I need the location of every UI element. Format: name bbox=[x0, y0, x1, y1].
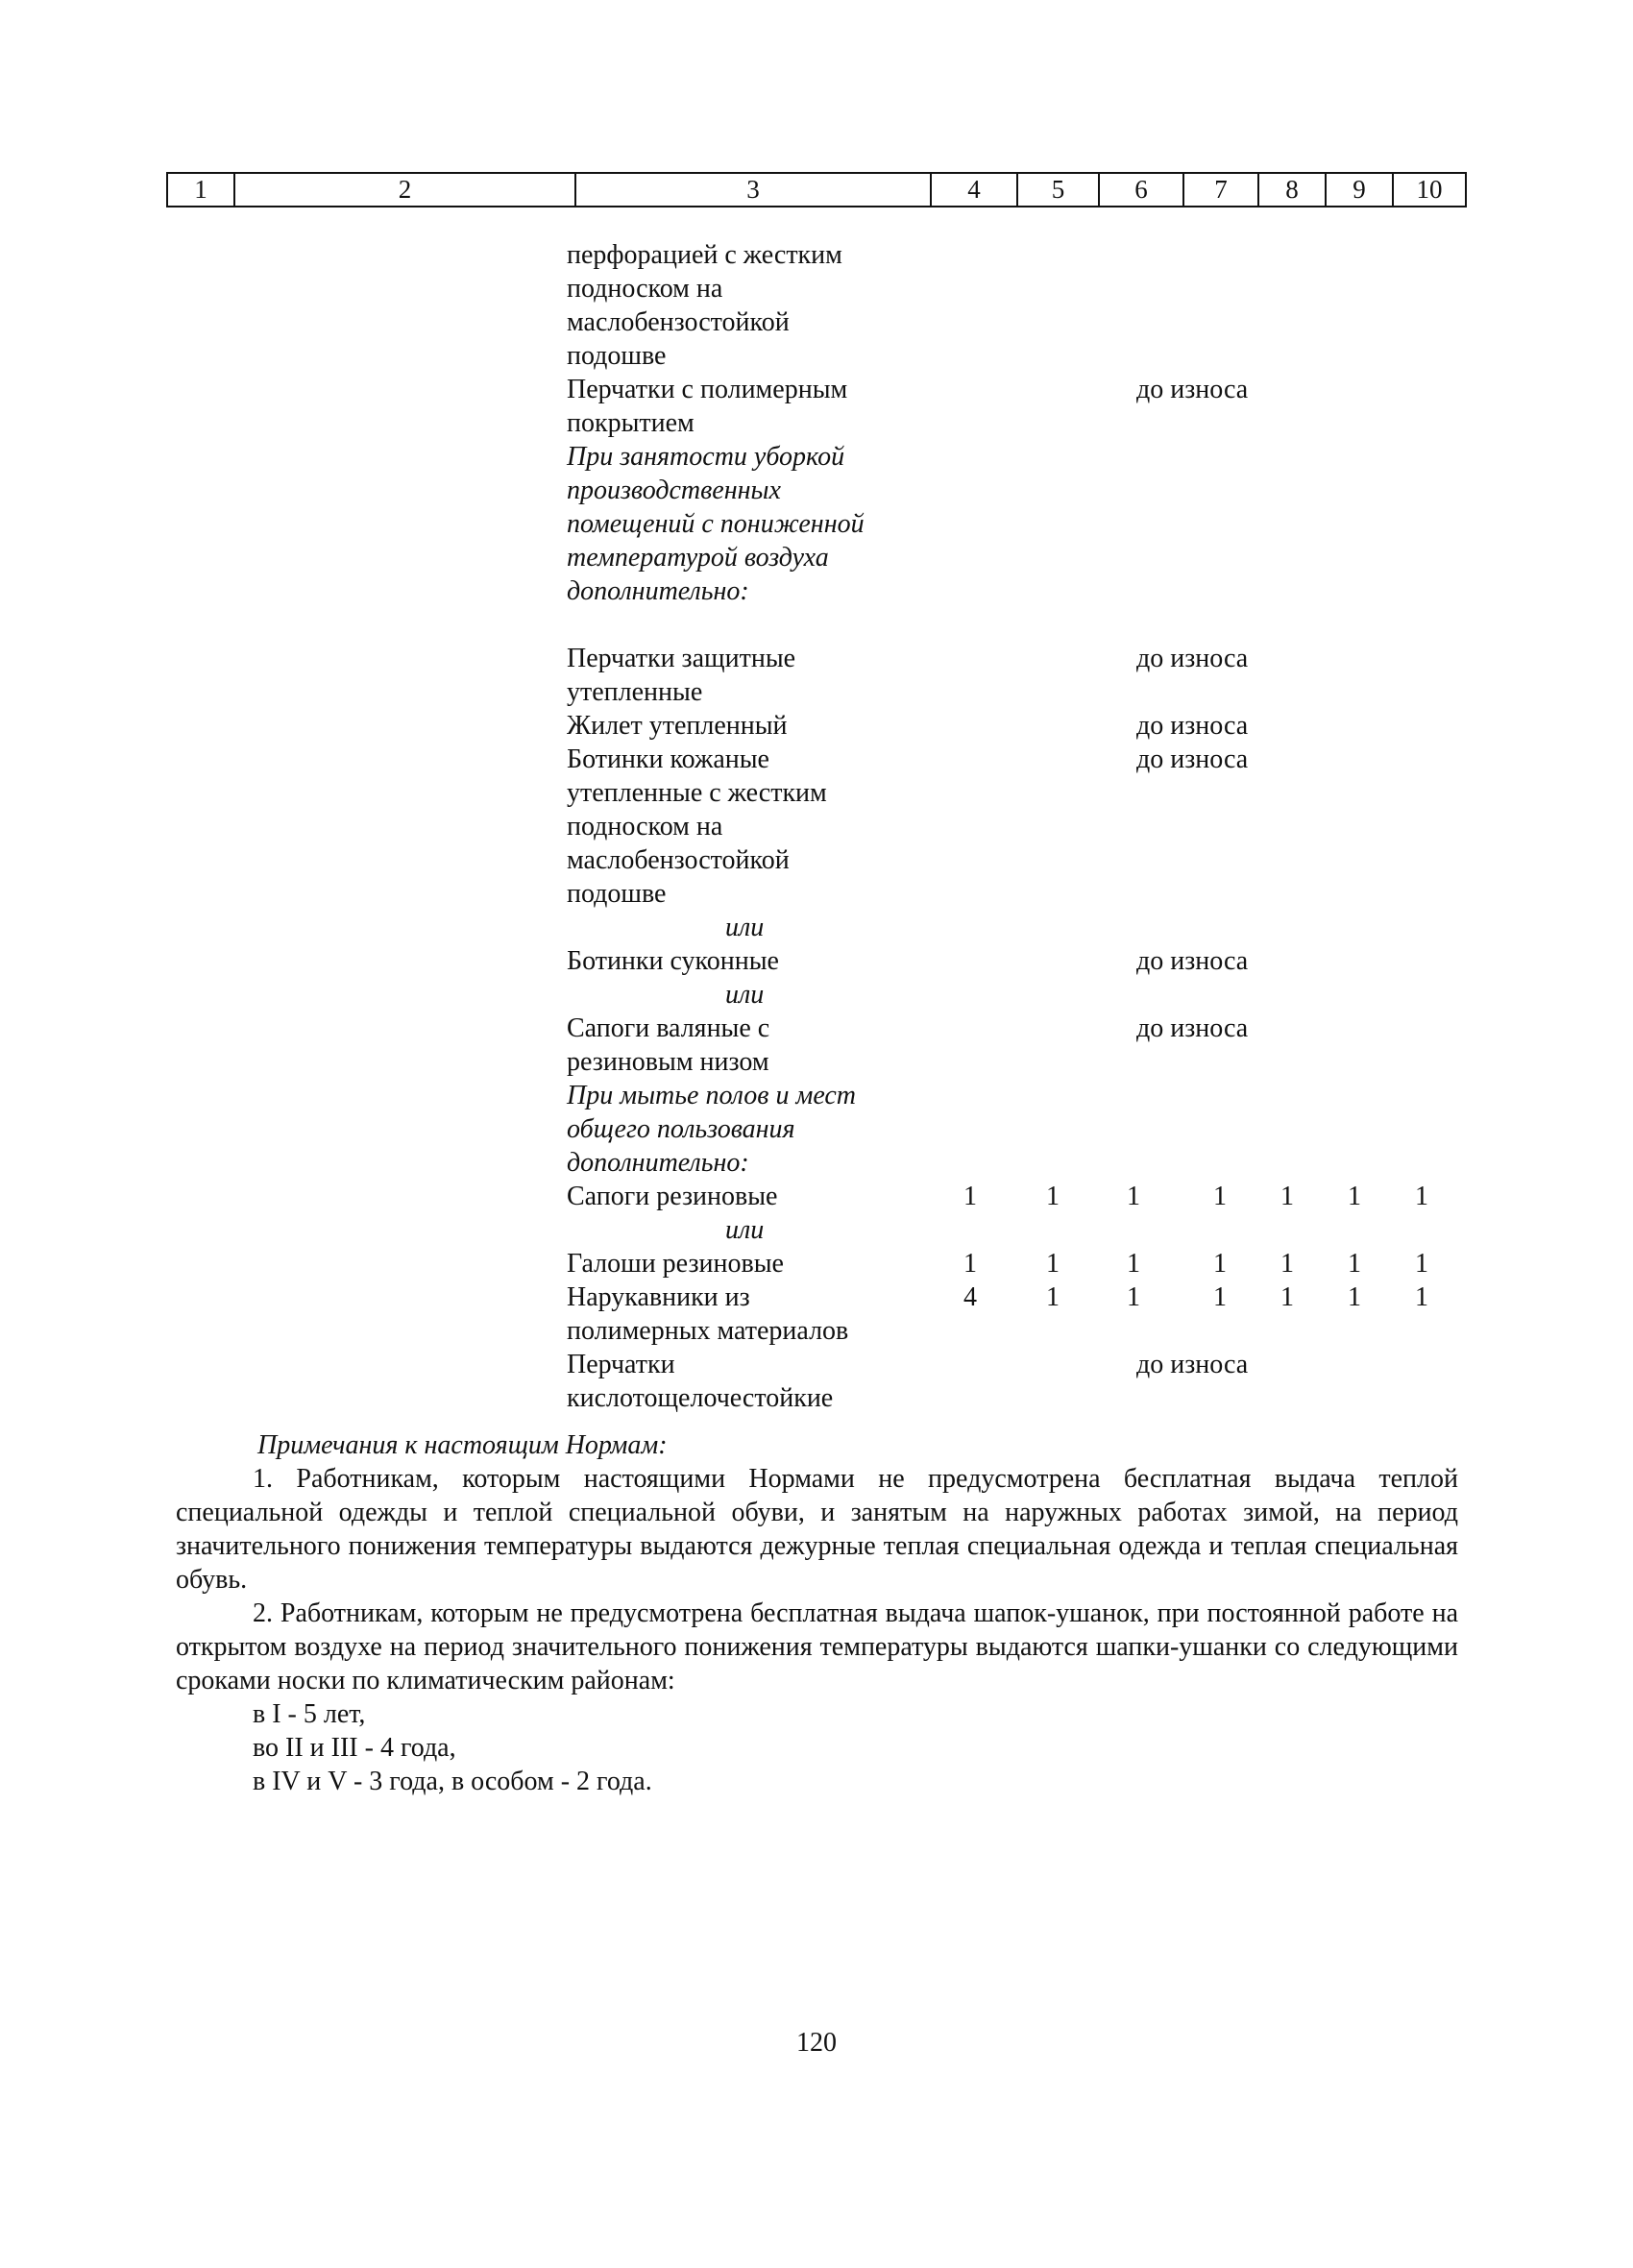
table-row bbox=[0, 373, 1633, 406]
table-row bbox=[0, 1045, 1633, 1079]
item-name: При мытье полов и мест bbox=[567, 1081, 857, 1110]
item-name: дополнительно: bbox=[567, 576, 749, 606]
quantity-cell: 4 bbox=[963, 1282, 977, 1312]
item-name: Сапоги резиновые bbox=[567, 1182, 778, 1211]
quantity-cell: 1 bbox=[1415, 1282, 1428, 1312]
table-row bbox=[0, 1012, 1633, 1045]
column-header-1: 1 bbox=[167, 173, 234, 207]
item-name: подошве bbox=[567, 341, 667, 371]
table-row bbox=[0, 1112, 1633, 1146]
quantity-cell: 1 bbox=[1127, 1182, 1140, 1211]
table-row bbox=[0, 642, 1633, 675]
wear-norm: до износа bbox=[1136, 644, 1249, 673]
table-row bbox=[0, 1146, 1633, 1180]
table-row bbox=[0, 776, 1633, 810]
table-row bbox=[0, 474, 1633, 507]
item-name: производственных bbox=[567, 476, 781, 505]
item-name: маслобензостойкой bbox=[567, 845, 790, 875]
note-paragraph-1: 1. Работникам, которым настоящими Нормами не предусмотрена бесплатная выдача теплой специальной одежды и теплой специальной обуви, и занятым на наружных работах зимой, на период значительного понижения температуры выдаются дежурные теплая специальная одежда и теплая специальная обувь. bbox=[176, 1464, 1458, 1595]
column-header-8: 8 bbox=[1258, 173, 1326, 207]
quantity-cell: 1 bbox=[1348, 1249, 1361, 1279]
table-row bbox=[0, 911, 1633, 944]
notes-title: Примечания к настоящим Нормам: bbox=[257, 1430, 668, 1460]
column-header-7: 7 bbox=[1183, 173, 1258, 207]
quantity-cell: 1 bbox=[1213, 1182, 1227, 1211]
table-row bbox=[0, 305, 1633, 339]
wear-norm: до износа bbox=[1136, 375, 1249, 404]
item-name: Перчатки bbox=[567, 1350, 675, 1379]
table-row bbox=[0, 238, 1633, 272]
quantity-cell: 1 bbox=[963, 1249, 977, 1279]
quantity-cell: 1 bbox=[1415, 1249, 1428, 1279]
table-row bbox=[0, 272, 1633, 305]
column-header-row bbox=[167, 173, 1466, 207]
quantity-cell: 1 bbox=[1046, 1249, 1060, 1279]
norms-table-body bbox=[0, 238, 1633, 1415]
quantity-cell: 1 bbox=[1280, 1282, 1294, 1312]
item-name: резиновым низом bbox=[567, 1047, 769, 1077]
table-row bbox=[0, 1180, 1633, 1213]
item-name: или bbox=[725, 980, 765, 1010]
quantity-cell: 1 bbox=[1127, 1282, 1140, 1312]
item-name: При занятости уборкой bbox=[567, 442, 845, 472]
table-row bbox=[0, 675, 1633, 709]
table-row bbox=[0, 541, 1633, 574]
item-name: Перчатки защитные bbox=[567, 644, 796, 673]
column-header-6: 6 bbox=[1099, 173, 1183, 207]
note-paragraph-2: 2. Работникам, которым не предусмотрена бесплатная выдача шапок-ушанок, при постоянной работе на открытом воздухе на период значительного понижения температуры выдаются шапки-ушанки со следующими сроками носки по климатическим районам: bbox=[176, 1598, 1458, 1695]
wear-norm: до износа bbox=[1136, 1013, 1249, 1043]
item-name: подноском на bbox=[567, 274, 723, 304]
column-header-table bbox=[166, 172, 1467, 207]
row-spacer bbox=[0, 608, 1633, 642]
item-name: кислотощелочестойкие bbox=[567, 1383, 834, 1413]
table-row bbox=[0, 1247, 1633, 1280]
item-name: Перчатки с полимерным bbox=[567, 375, 848, 404]
table-row bbox=[0, 1079, 1633, 1112]
item-name: дополнительно: bbox=[567, 1148, 749, 1178]
column-header-3: 3 bbox=[575, 173, 931, 207]
wear-norm: до износа bbox=[1136, 946, 1249, 976]
item-name: перфорацией с жестким bbox=[567, 240, 842, 270]
quantity-cell: 1 bbox=[1280, 1249, 1294, 1279]
quantity-cell: 1 bbox=[1415, 1182, 1428, 1211]
table-row bbox=[0, 574, 1633, 608]
item-name: Сапоги валяные с bbox=[567, 1013, 770, 1043]
item-name: подошве bbox=[567, 879, 667, 909]
note-line-2: во II и III - 4 года, bbox=[253, 1733, 456, 1763]
table-row bbox=[0, 1213, 1633, 1247]
item-name: Галоши резиновые bbox=[567, 1249, 784, 1279]
note-line-3: в IV и V - 3 года, в особом - 2 года. bbox=[253, 1767, 652, 1796]
table-row bbox=[0, 944, 1633, 978]
item-name: или bbox=[725, 1215, 765, 1245]
table-row bbox=[0, 440, 1633, 474]
wear-norm: до износа bbox=[1136, 744, 1249, 774]
item-name: утепленные с жестким bbox=[567, 778, 827, 808]
column-header-9: 9 bbox=[1326, 173, 1393, 207]
item-name: Жилет утепленный bbox=[567, 711, 788, 741]
quantity-cell: 1 bbox=[1213, 1282, 1227, 1312]
item-name: общего пользования bbox=[567, 1114, 795, 1144]
item-name: температурой воздуха bbox=[567, 543, 829, 573]
column-header-10: 10 bbox=[1393, 173, 1466, 207]
column-header-2: 2 bbox=[234, 173, 575, 207]
table-row bbox=[0, 709, 1633, 743]
table-row bbox=[0, 743, 1633, 776]
wear-norm: до износа bbox=[1136, 1350, 1249, 1379]
table-row bbox=[0, 1381, 1633, 1415]
quantity-cell: 1 bbox=[1127, 1249, 1140, 1279]
table-row bbox=[0, 843, 1633, 877]
quantity-cell: 1 bbox=[1213, 1249, 1227, 1279]
item-name: покрытием bbox=[567, 408, 695, 438]
column-header-5: 5 bbox=[1017, 173, 1099, 207]
note-line-1: в I - 5 лет, bbox=[253, 1699, 366, 1729]
column-header-4: 4 bbox=[931, 173, 1017, 207]
item-name: подноском на bbox=[567, 812, 723, 841]
item-name: полимерных материалов bbox=[567, 1316, 849, 1346]
item-name: утепленные bbox=[567, 677, 703, 707]
table-row bbox=[0, 877, 1633, 911]
quantity-cell: 1 bbox=[1046, 1282, 1060, 1312]
table-row bbox=[0, 406, 1633, 440]
quantity-cell: 1 bbox=[1046, 1182, 1060, 1211]
page-number: 120 bbox=[796, 2028, 837, 2058]
quantity-cell: 1 bbox=[963, 1182, 977, 1211]
table-row bbox=[0, 507, 1633, 541]
quantity-cell: 1 bbox=[1348, 1182, 1361, 1211]
item-name: Ботинки суконные bbox=[567, 946, 779, 976]
table-row bbox=[0, 978, 1633, 1012]
table-row bbox=[0, 1280, 1633, 1314]
quantity-cell: 1 bbox=[1280, 1182, 1294, 1211]
notes-section bbox=[176, 1428, 1458, 1798]
table-row bbox=[0, 1348, 1633, 1381]
item-name: Ботинки кожаные bbox=[567, 744, 769, 774]
item-name: маслобензостойкой bbox=[567, 307, 790, 337]
table-row bbox=[0, 1314, 1633, 1348]
item-name: или bbox=[725, 913, 765, 942]
item-name: помещений с пониженной bbox=[567, 509, 865, 539]
item-name: Нарукавники из bbox=[567, 1282, 750, 1312]
table-row bbox=[0, 339, 1633, 373]
quantity-cell: 1 bbox=[1348, 1282, 1361, 1312]
table-row bbox=[0, 810, 1633, 843]
wear-norm: до износа bbox=[1136, 711, 1249, 741]
